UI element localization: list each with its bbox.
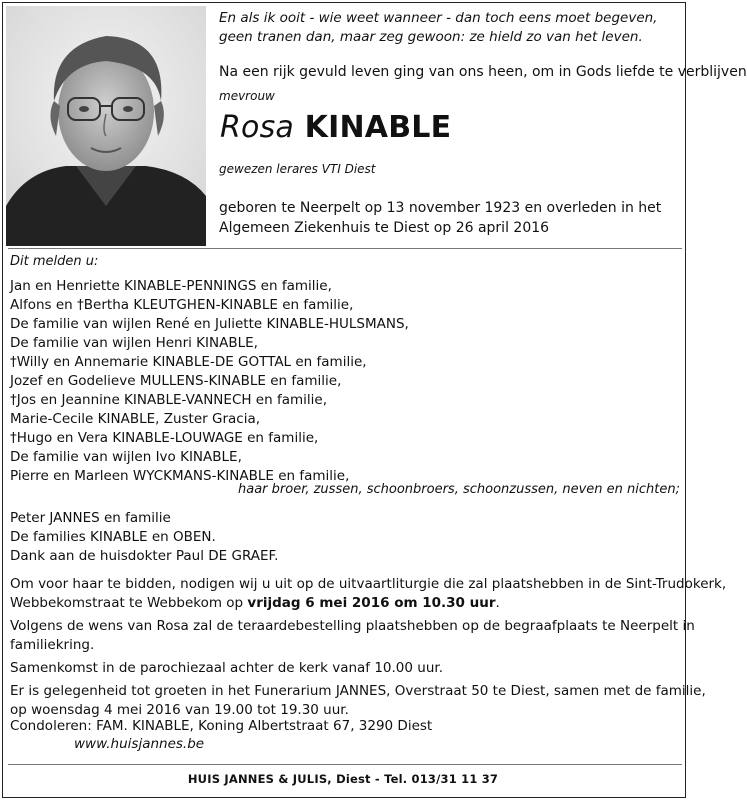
family-line: De familie van wijlen Ivo KINABLE,	[10, 449, 242, 465]
condolences-text: Condoleren: FAM. KINABLE, Koning Albertstraat 67, 3290 Diest	[10, 718, 433, 734]
poem-line-2: geen tranen dan, maar zeg gewoon: ze hield zo van het leven.	[219, 29, 643, 45]
first-name: Rosa	[220, 110, 295, 145]
family-line: Jozef en Godelieve MULLENS-KINABLE en familie,	[10, 373, 342, 389]
other-line: Peter JANNES en familie	[10, 510, 171, 526]
birth-line-1: geboren te Neerpelt op 13 november 1923 en overleden in het	[219, 200, 662, 216]
family-line: †Hugo en Vera KINABLE-LOUWAGE en familie,	[10, 430, 319, 446]
other-line: De families KINABLE en OBEN.	[10, 529, 216, 545]
birth-line-2: Algemeen Ziekenhuis te Diest op 26 april 2016	[219, 220, 550, 236]
poem-line-1: En als ik ooit - wie weet wanneer - dan toch eens moet begeven,	[219, 10, 658, 26]
burial-line-1: Volgens de wens van Rosa zal de teraardebestelling plaatshebben op de begraafplaats te Neerpelt in	[10, 618, 695, 634]
funeral-line-1: Om voor haar te bidden, nodigen wij u uit op de uitvaartliturgie die zal plaatshebben in de Sint-Trudokerk,	[10, 576, 727, 592]
honorific: mevrouw	[219, 89, 275, 103]
deceased-name	[220, 110, 451, 145]
intro-text: Na een rijk gevuld leven ging van ons heen, om in Gods liefde te verblijven	[219, 64, 747, 80]
top-divider	[8, 248, 682, 249]
funeral-location: Webbekomstraat te Webbekom op	[10, 595, 248, 611]
funeral-datetime: vrijdag 6 mei 2016 om 10.30 uur	[247, 595, 496, 611]
funeral-line-2	[10, 595, 500, 611]
occupation: gewezen lerares VTI Diest	[219, 162, 376, 176]
visitation-line-1: Er is gelegenheid tot groeten in het Funerarium JANNES, Overstraat 50 te Diest, samen met de familie,	[10, 683, 706, 699]
family-line: Marie-Cecile KINABLE, Zuster Gracia,	[10, 411, 261, 427]
website-link[interactable]: www.huisjannes.be	[74, 736, 205, 752]
announced-by: Dit melden u:	[10, 254, 99, 269]
family-line: De familie van wijlen Henri KINABLE,	[10, 335, 258, 351]
family-line: Pierre en Marleen WYCKMANS-KINABLE en familie,	[10, 468, 350, 484]
family-line: †Willy en Annemarie KINABLE-DE GOTTAL en familie,	[10, 354, 367, 370]
funeral-punct: .	[495, 595, 500, 611]
family-line: De familie van wijlen René en Juliette KINABLE-HULSMANS,	[10, 316, 409, 332]
footer-divider	[8, 764, 682, 765]
portrait-photo	[6, 6, 206, 246]
family-line: Alfons en †Bertha KLEUTGHEN-KINABLE en familie,	[10, 297, 354, 313]
burial-line-2: familiekring.	[10, 637, 95, 653]
gathering-text: Samenkomst in de parochiezaal achter de kerk vanaf 10.00 uur.	[10, 660, 443, 676]
family-line: †Jos en Jeannine KINABLE-VANNECH en familie,	[10, 392, 327, 408]
visitation-line-2: op woensdag 4 mei 2016 van 19.00 tot 19.30 uur.	[10, 702, 349, 718]
family-line: Jan en Henriette KINABLE-PENNINGS en familie,	[10, 278, 332, 294]
relation-summary: haar broer, zussen, schoonbroers, schoonzussen, neven en nichten;	[238, 482, 680, 497]
other-line: Dank aan de huisdokter Paul DE GRAEF.	[10, 548, 279, 564]
last-name: KINABLE	[304, 110, 452, 145]
footer-text: HUIS JANNES & JULIS, Diest - Tel. 013/31 11 37	[187, 772, 499, 786]
